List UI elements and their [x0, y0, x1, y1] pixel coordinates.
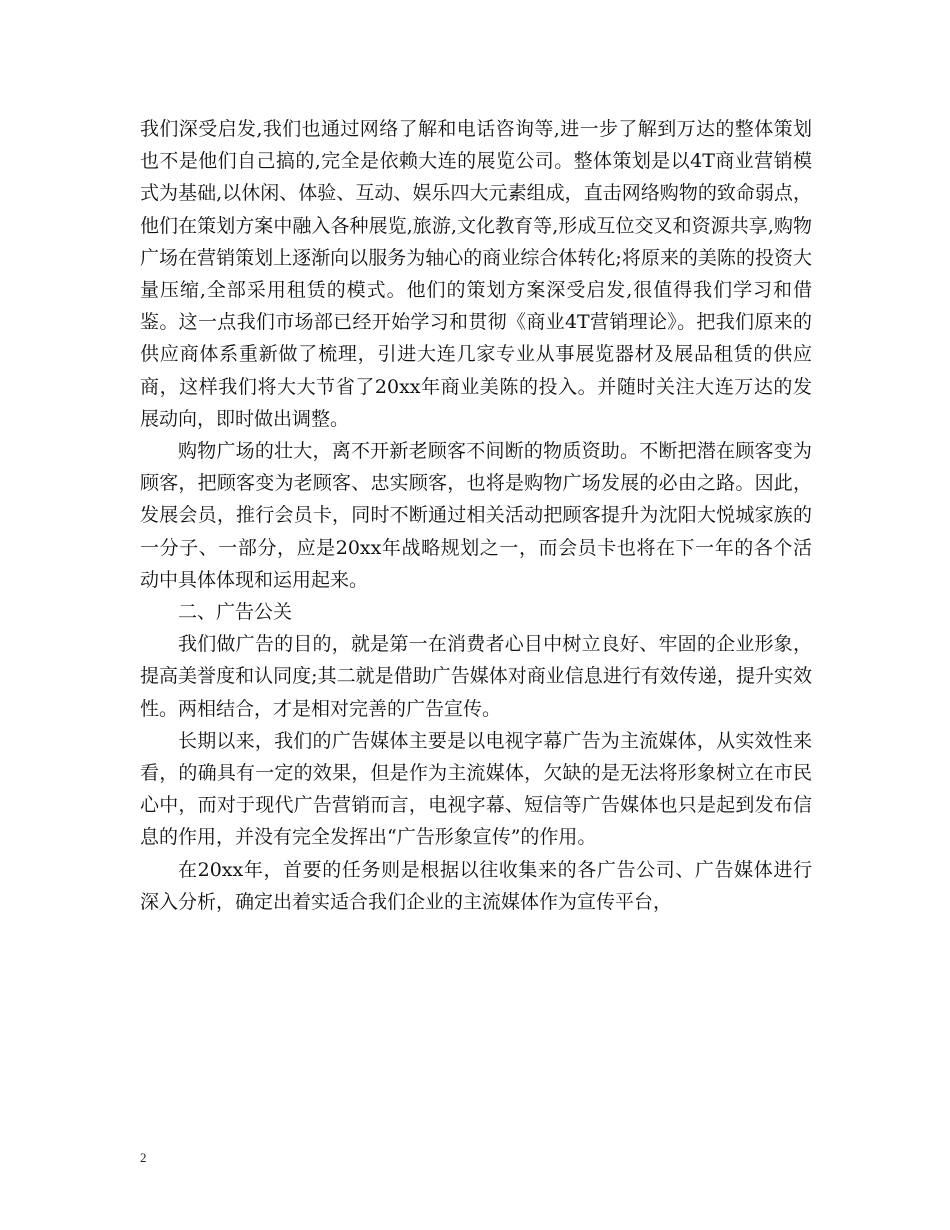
paragraph-primary-task: 在20xx年，首要的任务则是根据以往收集来的各广告公司、广告媒体进行深入分析，确定出着实适合我们企业的主流媒体作为宣传平台， — [140, 858, 812, 913]
document-body — [140, 113, 812, 918]
paragraph-membership: 购物广场的壮大，离不开新老顾客不间断的物质资助。不断把潜在顾客变为顾客，把顾客变为老顾客、忠实顾客，也将是购物广场发展的必由之路。因此，发展会员，推行会员卡，同时不断通过相关活动把顾客提升为沈阳大悦城家族的一分子、一部分，应是20xx年战略规划之一，而会员卡也将在下一年的各个活动中具体体现和运用起来。 — [140, 440, 812, 591]
paragraph-continuation: 我们深受启发,我们也通过网络了解和电话咨询等,进一步了解到万达的整体策划也不是他们自己搞的,完全是依赖大连的展览公司。整体策划是以4T商业营销模式为基础,以休闲、体验、互动、娱乐四大元素组成，直击网络购物的致命弱点，他们在策划方案中融入各种展览,旅游,文化教育等,形成互位交叉和资源共享,购物广场在营销策划上逐渐向以服务为轴心的商业综合体转化;将原来的美陈的投资大量压缩,全部采用租赁的模式。他们的策划方案深受启发,很值得我们学习和借鉴。这一点我们市场部已经开始学习和贯彻《商业4T营销理论》。把我们原来的供应商体系重新做了梳理，引进大连几家专业从事展览器材及展品租赁的供应商，这样我们将大大节省了20xx年商业美陈的投入。并随时关注大连万达的发展动向，即时做出调整。 — [140, 118, 812, 430]
section-heading-advertising-pr: 二、广告公关 — [178, 601, 293, 624]
page-number: 2 — [140, 1150, 147, 1165]
paragraph-advertising-purpose: 我们做广告的目的，就是第一在消费者心目中树立良好、牢固的企业形象，提高美誉度和认同度;其二就是借助广告媒体对商业信息进行有效传递，提升实效性。两相结合，才是相对完善的广告宣传。 — [140, 633, 812, 720]
paragraph-advertising-media: 长期以来，我们的广告媒体主要是以电视字幕广告为主流媒体，从实效性来看，的确具有一定的效果，但是作为主流媒体，欠缺的是无法将形象树立在市民心中，而对于现代广告营销而言，电视字幕、短信等广告媒体也只是起到发布信息的作用，并没有完全发挥出“广告形象宣传”的作用。 — [140, 729, 812, 849]
